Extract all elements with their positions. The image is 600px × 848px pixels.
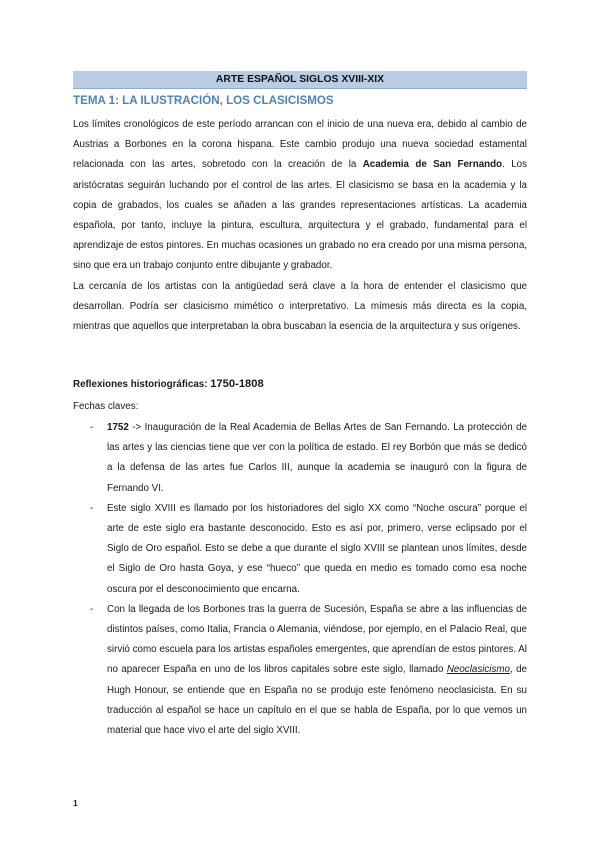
- list-dash: -: [90, 422, 94, 433]
- intro-text-start: Los límites cronológicos de este período arrancan con el inicio de una nueva era, debido al cambio de Austrias a Borbones en la corona hispana. Este cambio produjo una nueva sociedad estamental relacionada con las artes, sobretodo con la creación de la: [73, 119, 527, 171]
- subheading-label: Reflexiones historiográficas:: [73, 379, 211, 390]
- page-number: 1: [73, 798, 78, 808]
- list-dash: -: [90, 603, 94, 615]
- intro-text-end: . Los aristócratas seguirán luchando por el control de las artes. El clasicismo se basa en la academia y la copia de grabados, los cuales se añaden a las grandes representaciones artísticas. La academia española, por tanto, incluye la pintura, escultura, arquitectura y el grabado, fundamental para el aprendizaje de estos pintores. En muchas ocasiones un grabado no era creado por una misma persona, sino que era un trabajo conjunto entre dibujante y grabador.: [73, 159, 527, 272]
- section-banner: ARTE ESPAÑOL SIGLOS XVIII-XIX: [73, 71, 527, 89]
- list-item: [73, 418, 527, 499]
- item-text: Este siglo XVIII es llamado por los historiadores del siglo XX como “Noche oscura” porque el arte de este siglo era bastante desconocido. Esto es así por, primero, verse eclipsado por el Siglo de Oro español. Esto se debe a que durante el siglo XVIII se plantean unos límites, desde el Siglo de Oro hasta Goya, y ese “hueco” que queda en medio es tomado como esa noche oscura por el desconocimiento que encarna.: [107, 502, 527, 595]
- key-dates-label: Fechas claves:: [73, 401, 139, 412]
- key-dates-list: [73, 418, 527, 741]
- item-text: -> Inauguración de la Real Academia de Bellas Artes de San Fernando. La protección de las artes y las ciencias tiene que ver con la política de estado. El rey Borbón que más se dedicó a la defensa de las artes fue Carlos III, aunque la academia se inauguró con la figura de Fernando VI.: [107, 422, 527, 494]
- list-item: [73, 499, 527, 600]
- historiography-subheading: [73, 378, 264, 390]
- item-text-start: Con la llegada de los Borbones tras la guerra de Sucesión, España se abre a las influencias de distintos países, como Italia, Francia o Alemania, viéndose, por ejemplo, en el Palacio Real, que sirvió como escuela para los artistas españoles emergentes, que aprendían de estos pintores. Al no aparecer España en uno de los libros capitales sobre este siglo, llamado: [107, 603, 527, 676]
- list-item: [73, 600, 527, 741]
- subheading-years: 1750-1808: [210, 378, 264, 390]
- topic-heading: TEMA 1: LA ILUSTRACIÓN, LOS CLASICISMOS: [73, 94, 334, 107]
- year-1752: 1752: [107, 422, 129, 433]
- item-text-end: , de Hugh Honour, se entiende que en España no se produjo este fenómeno neoclasicista. En su traducción al español se hace un capítulo en el que se habla de España, por lo que vemos un material que hace vivo el arte del siglo XVIII.: [107, 664, 527, 737]
- academy-name: Academia de San Fernando: [362, 159, 503, 171]
- book-title: Neoclasicismo: [446, 664, 510, 676]
- list-dash: -: [90, 502, 94, 514]
- intro-paragraph: [73, 115, 527, 277]
- classicism-paragraph: La cercanía de los artistas con la antigüedad será clave a la hora de entender el clasicismo que desarrollan. Podría ser clasicismo mimético o interpretativo. La mímesis más directa es la copia, mientras que aquellos que interpretaban la obra buscaban la esencia de la arquitectura y sus orígenes.: [73, 281, 527, 333]
